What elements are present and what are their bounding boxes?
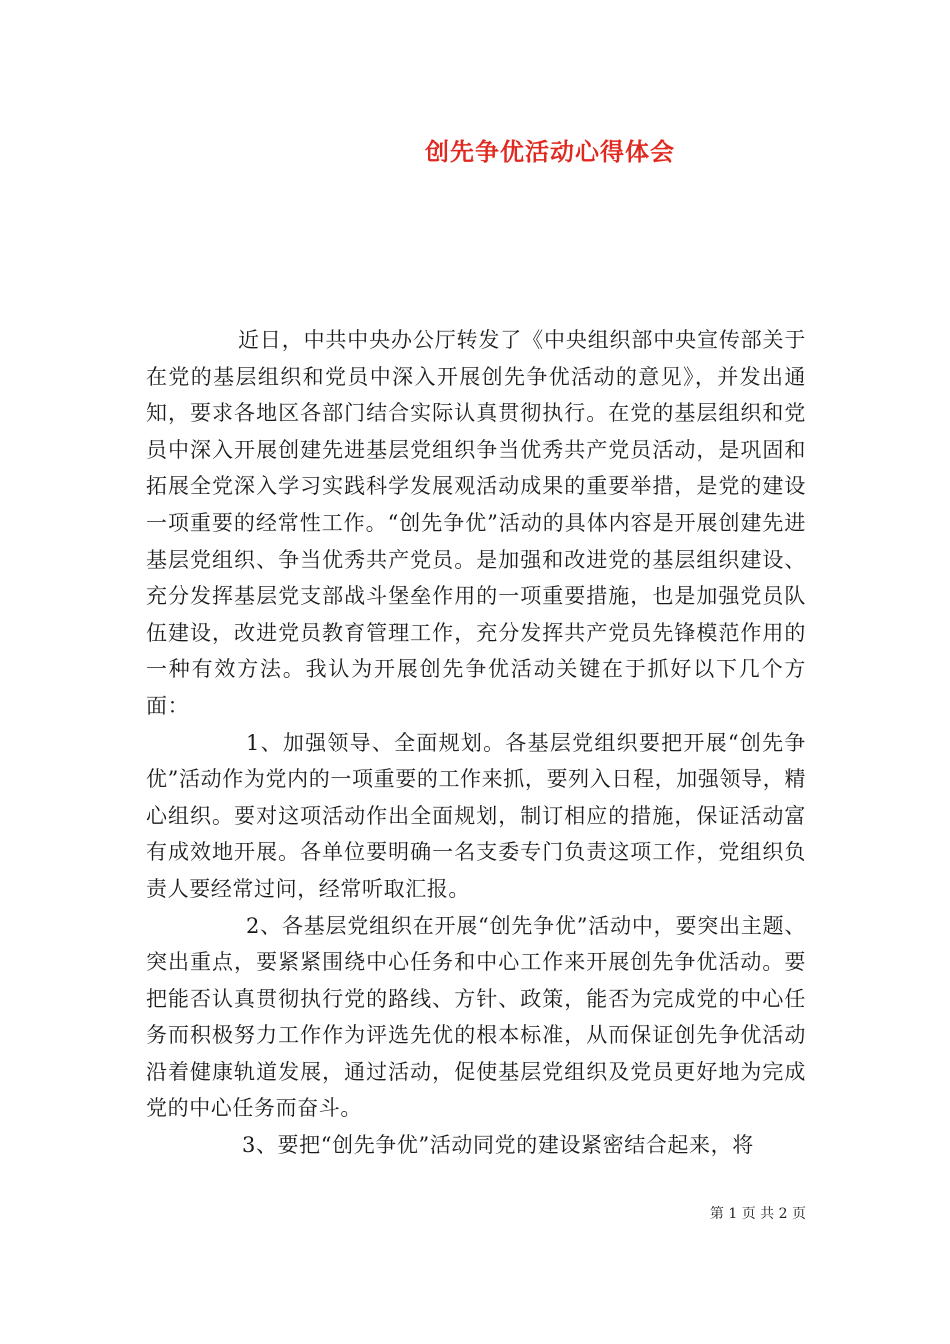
paragraph-point-1: 1、加强领导、全面规划。各基层党组织要把开展“创先争优”活动作为党内的一项重要的工作来抓，要列入日程，加强领导，精心组织。要对这项活动作出全面规划，制订相应的措施，保证活动富有成效地开展。各单位要明确一名支委专门负责这项工作，党组织负责人要经常过问，经常听取汇报。 bbox=[146, 730, 806, 901]
page-number-footer: 第 1 页 共 2 页 bbox=[709, 1206, 806, 1222]
paragraph-point-3: 3、要把“创先争优”活动同党的建设紧密结合起来，将 bbox=[242, 1133, 754, 1158]
paragraph-point-2: 2、各基层党组织在开展“创先争优”活动中，要突出主题、突出重点，要紧紧围绕中心任务和中心工作来开展创先争优活动。要把能否认真贯彻执行党的路线、方针、政策，能否为完成党的中心任务而积极努力工作作为评选先优的根本标准，从而保证创先争优活动沿着健康轨道发展，通过活动，促使基层党组织及党员更好地为完成党的中心任务而奋斗。 bbox=[146, 913, 806, 1121]
document-body bbox=[146, 322, 806, 1164]
document-title: 创先争优活动心得体会 bbox=[425, 137, 675, 166]
paragraph-intro: 近日，中共中央办公厅转发了《中央组织部中央宣传部关于在党的基层组织和党员中深入开展创先争优活动的意见》，并发出通知，要求各地区各部门结合实际认真贯彻执行。在党的基层组织和党员中深入开展创建先进基层党组织争当优秀共产党员活动，是巩固和拓展全党深入学习实践科学发展观活动成果的重要举措，是党的建设一项重要的经常性工作。“创先争优”活动的具体内容是开展创建先进基层党组织、争当优秀共产党员。是加强和改进党的基层组织建设、充分发挥基层党支部战斗堡垒作用的一项重要措施，也是加强党员队伍建设，改进党员教育管理工作，充分发挥共产党员先锋模范作用的一种有效方法。我认为开展创先争优活动关键在于抓好以下几个方面： bbox=[146, 328, 806, 718]
